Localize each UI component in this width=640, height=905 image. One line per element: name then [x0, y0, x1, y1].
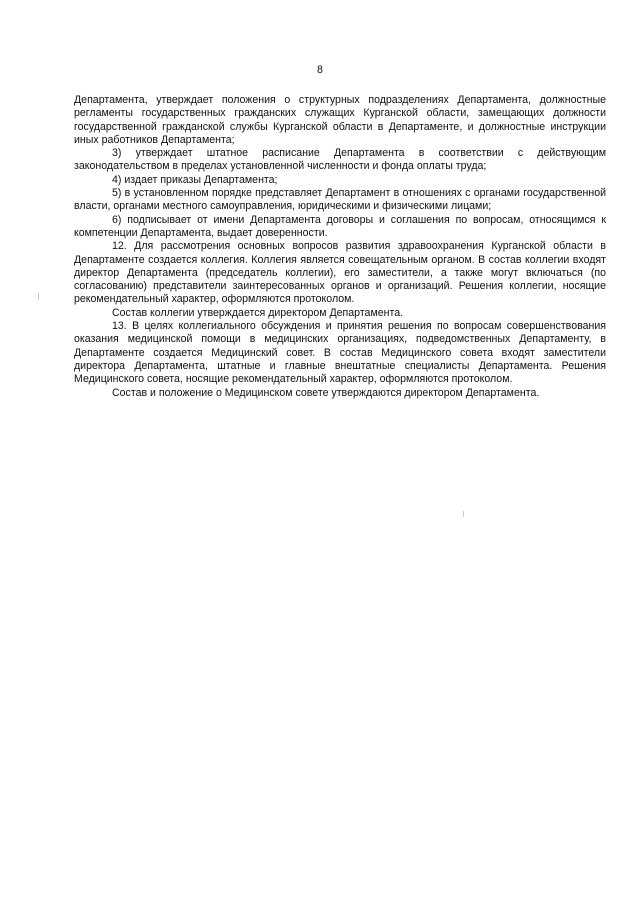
- paragraph-continuation: Департамента, утверждает положения о структурных подразделениях Департамента, должностные регламенты государственных гражданских служащих Курганской области, замещающих должности государственной гражданской службы Курганской области в Департаменте, и должностные инструкции иных работников Департамента;: [74, 94, 606, 146]
- scan-artifact-left: [38, 293, 39, 300]
- scan-artifact-right: [463, 511, 464, 517]
- document-body: [74, 94, 606, 400]
- paragraph-medical-council-composition: Состав и положение о Медицинском совете утверждаются директором Департамента.: [112, 386, 540, 399]
- page-number: 8: [317, 64, 323, 76]
- paragraph-item-3: 3) утверждает штатное расписание Департамента в соответствии с действующим законодательством в пределах установленной численности и фонда оплаты труда;: [74, 147, 606, 173]
- paragraph-item-4: 4) издает приказы Департамента;: [112, 173, 278, 186]
- paragraph-item-5: 5) в установленном порядке представляет Департамент в отношениях с органами государственной власти, органами местного самоуправления, юридическими и физическими лицами;: [74, 187, 606, 213]
- paragraph-clause-13: 13. В целях коллегиального обсуждения и принятия решения по вопросам совершенствования оказания медицинской помощи в медицинских организациях, подведомственных Департаменту, в Департаменте создается Медицинский совет. В состав Медицинского совета входят заместители директора Департамента, штатные и главные внештатные специалисты Департамента. Решения Медицинского совета, носящие рекомендательный характер, оформляются протоколом.: [74, 320, 606, 386]
- paragraph-clause-12: 12. Для рассмотрения основных вопросов развития здравоохранения Курганской области в Департаменте создается коллегия. Коллегия является совещательным органом. В состав коллегии входят директор Департамента (председатель коллегии), его заместители, а также могут включаться (по согласованию) представители заинтересованных органов и организаций. Решения коллегии, носящие рекомендательный характер, оформляются протоколом.: [74, 240, 606, 306]
- paragraph-item-6: 6) подписывает от имени Департамента договоры и соглашения по вопросам, относящимся к компетенции Департамента, выдает доверенности.: [74, 213, 606, 239]
- paragraph-collegium-composition: Состав коллегии утверждается директором Департамента.: [112, 306, 404, 319]
